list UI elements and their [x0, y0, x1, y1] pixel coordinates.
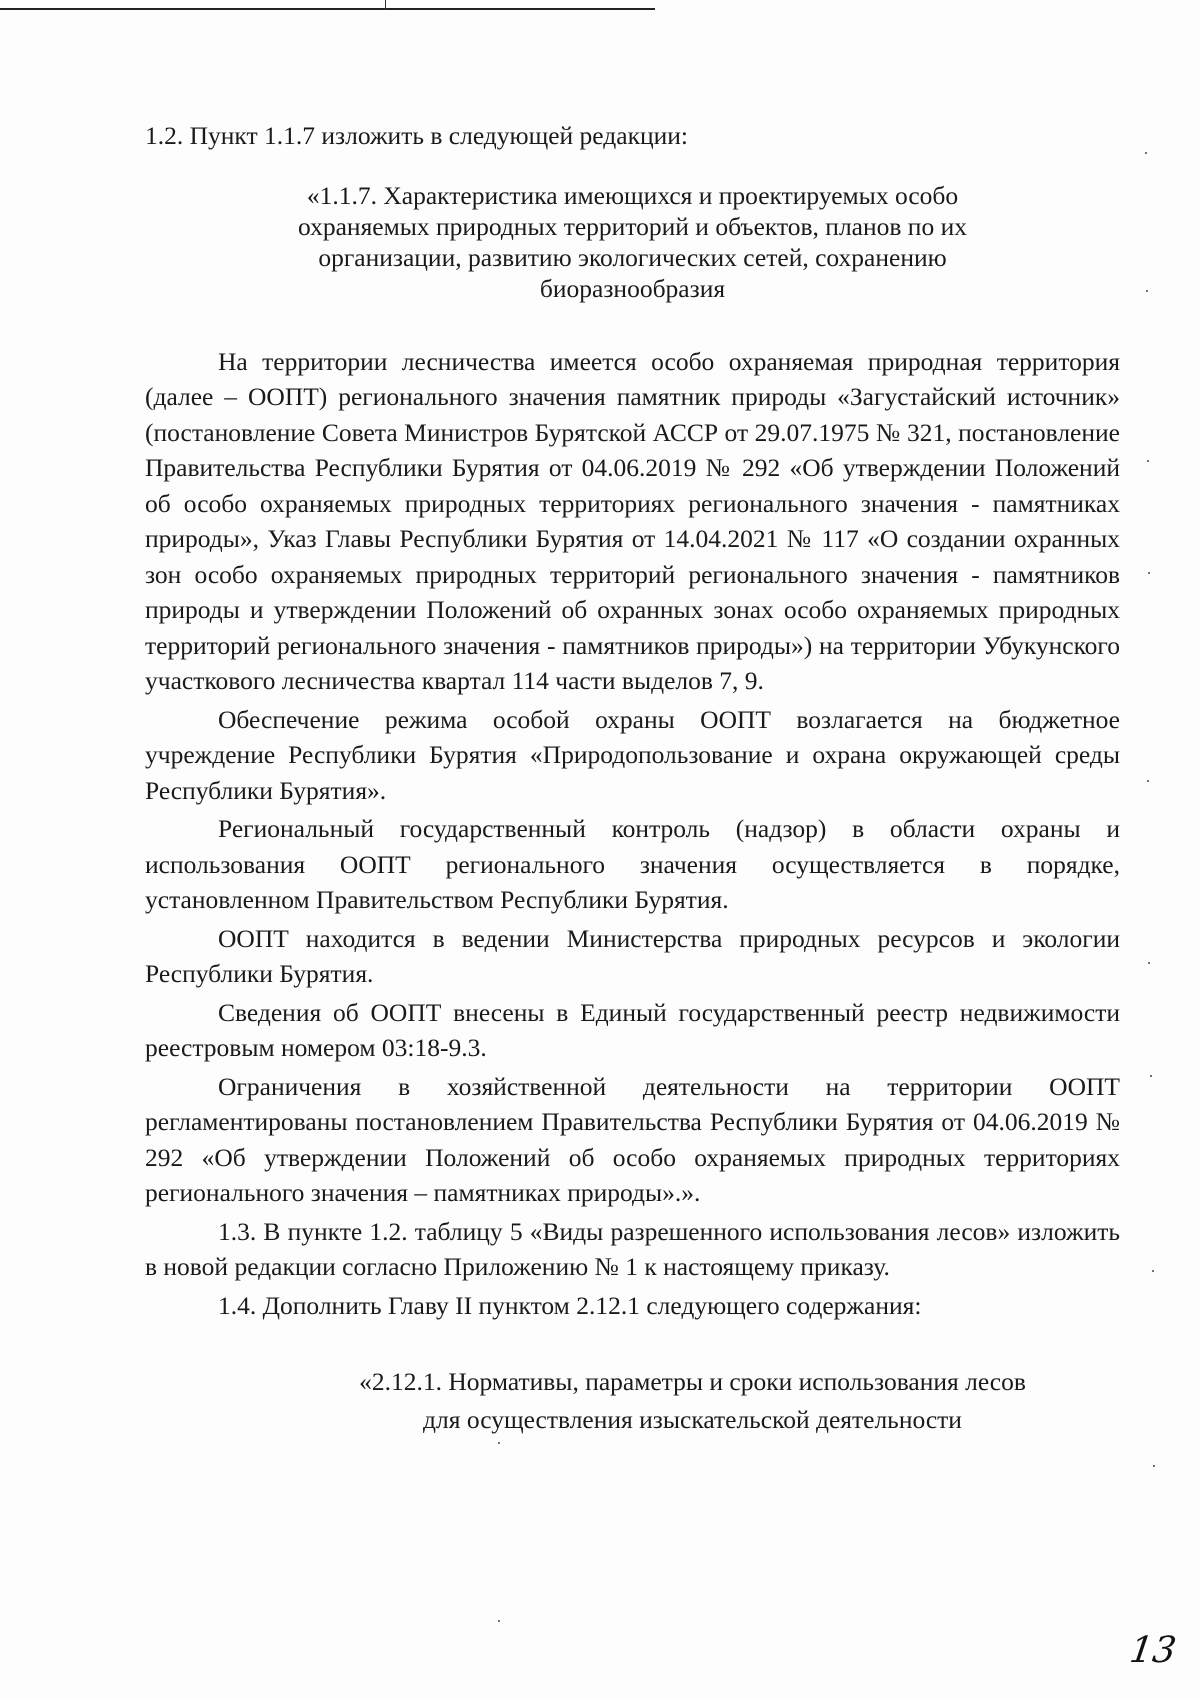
heading-line-4: биоразнообразия — [539, 273, 726, 303]
heading-line-2: охраняемых природных территорий и объектов, планов по их — [298, 211, 967, 241]
scan-speck — [1147, 780, 1149, 782]
section-heading-2-12-1 — [313, 1363, 1073, 1439]
scan-speck — [498, 1620, 500, 1622]
handwritten-page-number: 13 — [1127, 1630, 1179, 1671]
heading-line-3: организации, развитию экологических сетей, сохранению — [318, 242, 947, 272]
scan-speck — [498, 1442, 500, 1444]
scan-speck — [1147, 460, 1149, 462]
scan-speck — [1150, 1075, 1152, 1077]
heading-line-1: «1.1.7. Характеристика имеющихся и проектируемых особо — [306, 180, 959, 210]
paragraph-registry: Сведения об ООПТ внесены в Единый государственный реестр недвижимости реестровым номером 03:18-9.3. — [145, 997, 1120, 1062]
paragraph-protection-regime: Обеспечение режима особой охраны ООПТ возлагается на бюджетное учреждение Республики Бурятия «Природопользование и охрана окружающей среды Республики Бурятия». — [145, 704, 1120, 805]
item-1-2-text: 1.2. Пункт 1.1.7 изложить в следующей редакции: — [145, 121, 688, 150]
scan-speck — [1145, 152, 1147, 154]
final-heading-line-2: для осуществления изыскательской деятельности — [423, 1405, 962, 1434]
paragraph-oopt-description: На территории лесничества имеется особо охраняемая природная территория (далее – ООПТ) регионального значения памятник природы «Загустайский источник» (постановление Совета Министров Бурятской АССР от 29.07.1975 № 321, постановление Правительства Республики Бурятия от 04.06.2019 № 292 «Об утверждении Положений об особо охраняемых природных территориях регионального значения - памятниках природы», Указ Главы Республики Бурятия от 14.04.2021 № 117 «О создании охранных зон особо охраняемых природных территорий регионального значения - памятников природы и утверждении Положений об охранных зонах особо охраняемых природных территорий регионального значения - памятников природы») на территории Убукунского участкового лесничества квартал 114 части выделов 7, 9. — [145, 346, 1120, 695]
scan-speck — [1153, 1465, 1155, 1467]
section-heading-1-1-7 — [233, 180, 1033, 304]
scan-speck — [1146, 290, 1148, 292]
paragraph-item-1-4: 1.4. Дополнить Главу II пунктом 2.12.1 следующего содержания: — [218, 1290, 922, 1320]
final-heading-line-1: «2.12.1. Нормативы, параметры и сроки использования лесов — [359, 1367, 1026, 1396]
scan-top-border-line — [0, 8, 655, 10]
paragraph-ministry: ООПТ находится в ведении Министерства природных ресурсов и экологии Республики Бурятия. — [145, 923, 1120, 988]
paragraph-restrictions: Ограничения в хозяйственной деятельности на территории ООПТ регламентированы постановлением Правительства Республики Бурятия от 04.06.2019 № 292 «Об утверждении Положений об особо охраняемых природных территориях регионального значения – памятниках природы».». — [145, 1071, 1120, 1207]
paragraph-item-1-3: 1.3. В пункте 1.2. таблицу 5 «Виды разрешенного использования лесов» изложить в новой редакции согласно Приложению № 1 к настоящему приказу. — [145, 1216, 1120, 1281]
document-body — [145, 118, 1120, 1439]
scan-top-tick-mark — [385, 0, 386, 10]
scan-speck — [1148, 962, 1150, 964]
scan-speck — [1152, 1270, 1154, 1272]
scan-speck — [1148, 572, 1150, 574]
paragraph-state-control: Региональный государственный контроль (надзор) в области охраны и использования ООПТ регионального значения осуществляется в порядке, установленном Правительством Республики Бурятия. — [145, 814, 1120, 914]
